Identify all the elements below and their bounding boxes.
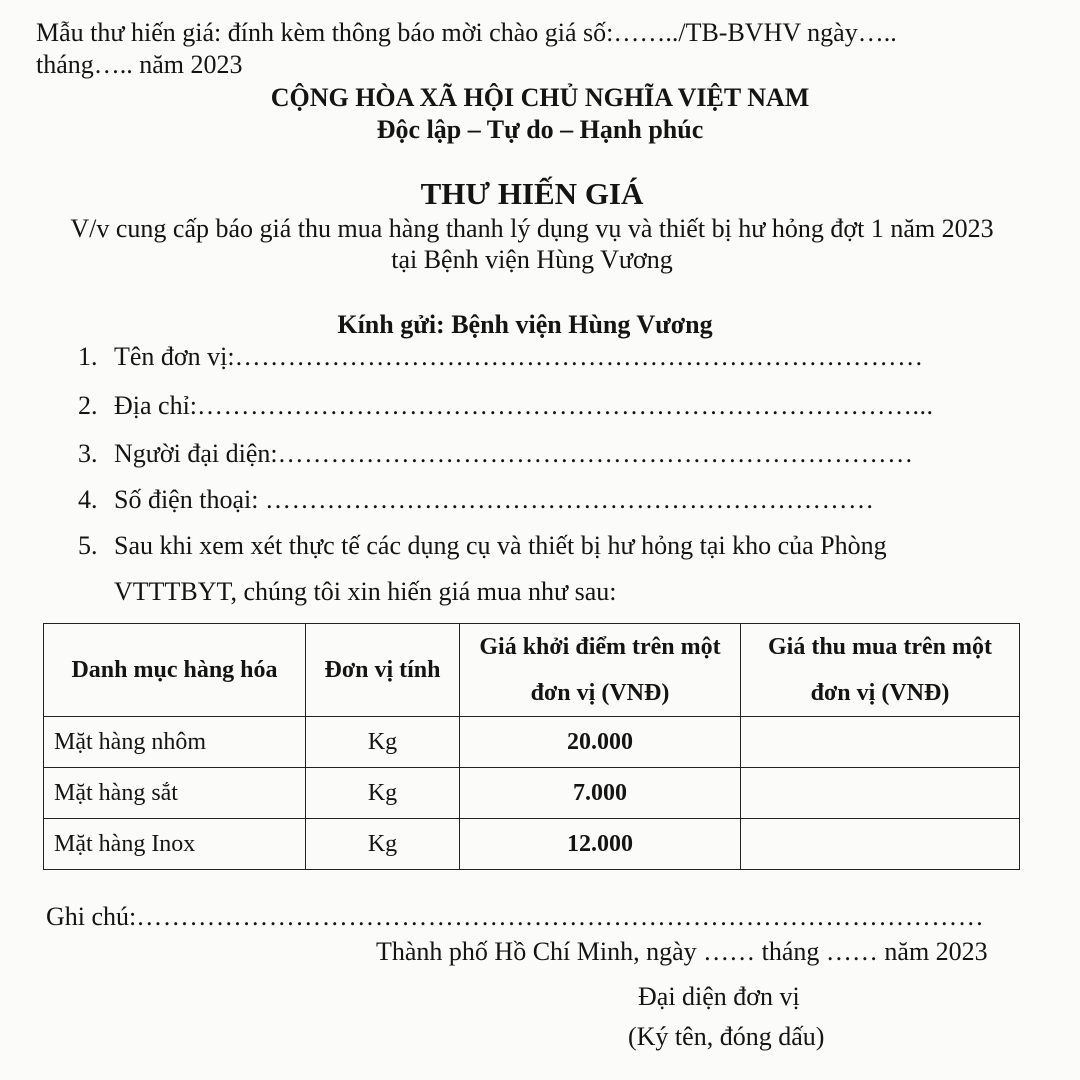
field-unit-name	[78, 342, 924, 372]
form-note-line1: Mẫu thư hiến giá: đính kèm thông báo mời chào giá số:……../TB-BVHV ngày…..	[36, 18, 897, 47]
field-number: 5.	[78, 531, 98, 560]
item5-line1	[78, 531, 887, 561]
table-row	[44, 819, 1020, 870]
motto-heading: Độc lập – Tự do – Hạnh phúc	[376, 115, 704, 144]
field-number: 4.	[78, 485, 98, 514]
item-name: Mặt hàng sắt	[44, 768, 306, 819]
table-row	[44, 768, 1020, 819]
subject-line2: tại Bệnh viện Hùng Vương	[391, 245, 673, 274]
header-offer-price: Giá thu mua trên một đơn vị (VNĐ)	[741, 624, 1020, 717]
item-start-price: 20.000	[460, 717, 741, 768]
document-title: THƯ HIẾN GIÁ	[420, 176, 644, 211]
note-label: Ghi chú:	[46, 902, 137, 931]
fill-line: ………………………………………………………………	[277, 439, 914, 468]
item-start-price: 12.000	[460, 819, 741, 870]
item-start-price: 7.000	[460, 768, 741, 819]
fill-line: ……………………………………………………………………………………	[136, 902, 985, 931]
country-heading: CỘNG HÒA XÃ HỘI CHỦ NGHĨA VIỆT NAM	[270, 83, 810, 112]
field-number: 2.	[78, 391, 98, 420]
field-representative	[78, 439, 914, 469]
recipient-line: Kính gửi: Bệnh viện Hùng Vương	[337, 310, 713, 339]
item5-text: Sau khi xem xét thực tế các dụng cụ và thiết bị hư hỏng tại kho của Phòng	[114, 531, 887, 560]
signer-title: Đại diện đơn vị	[638, 982, 800, 1011]
fill-line: ……………………………………………………………	[264, 485, 875, 514]
item-offer-price[interactable]	[741, 768, 1020, 819]
field-phone	[78, 485, 874, 515]
field-address	[78, 391, 934, 421]
place-date-line: Thành phố Hồ Chí Minh, ngày …… tháng …… năm 2023	[376, 937, 988, 966]
field-label: Người đại diện:	[114, 439, 278, 468]
subject-line1: V/v cung cấp báo giá thu mua hàng thanh lý dụng vụ và thiết bị hư hỏng đợt 1 năm 2023	[70, 214, 994, 243]
item5-line2: VTTTBYT, chúng tôi xin hiến giá mua như sau:	[114, 577, 617, 606]
item-offer-price[interactable]	[741, 717, 1020, 768]
form-note-line2: tháng….. năm 2023	[36, 50, 243, 79]
item-unit: Kg	[306, 768, 460, 819]
item-offer-price[interactable]	[741, 819, 1020, 870]
field-label: Địa chỉ:	[114, 391, 198, 420]
item-unit: Kg	[306, 717, 460, 768]
header-start-price: Giá khởi điểm trên một đơn vị (VNĐ)	[460, 624, 741, 717]
fill-line: ……………………………………………………………………	[234, 342, 924, 371]
note-line	[46, 902, 984, 932]
item-name: Mặt hàng nhôm	[44, 717, 306, 768]
field-label: Tên đơn vị:	[114, 342, 235, 371]
price-table	[43, 623, 1020, 870]
field-label: Số điện thoại:	[114, 485, 265, 514]
table-header-row	[44, 624, 1020, 717]
item-unit: Kg	[306, 819, 460, 870]
sign-note: (Ký tên, đóng dấu)	[628, 1022, 825, 1051]
table-row	[44, 717, 1020, 768]
fill-line: ………………………………………………………………………...	[197, 391, 934, 420]
field-number: 3.	[78, 439, 98, 468]
item-name: Mặt hàng Inox	[44, 819, 306, 870]
header-unit: Đơn vị tính	[306, 624, 460, 717]
field-number: 1.	[78, 342, 98, 371]
header-item: Danh mục hàng hóa	[44, 624, 306, 717]
